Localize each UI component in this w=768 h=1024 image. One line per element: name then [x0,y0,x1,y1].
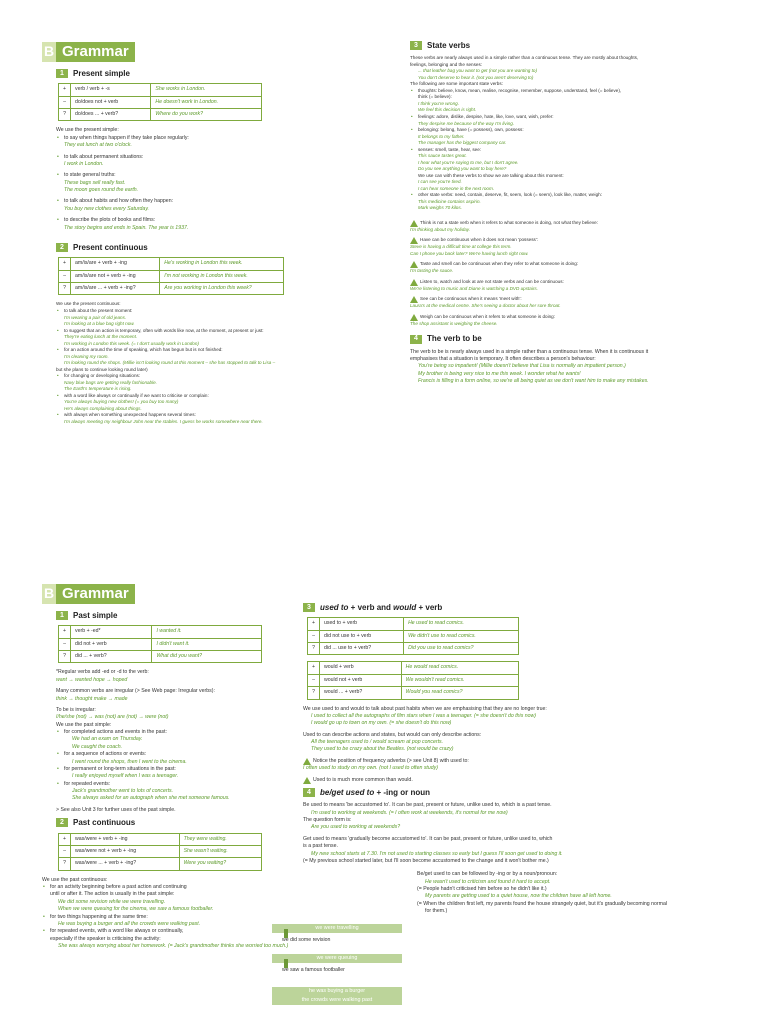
example-text: I'm wearing a pair of old jeans. [64,314,127,320]
bullet-item: • for two things happening at the same time: [42,914,302,921]
note-text: Have can be continuous when it does not mean 'possess': [420,237,538,243]
table-row [59,283,284,295]
example-text: The Earth's temperature is rising. [64,386,132,392]
section-body [410,55,732,327]
example-text: We had an exam on Thursday. [72,736,143,743]
form-table [307,617,519,655]
form-example: I'm not working in London this week. [160,270,284,282]
body-text: These verbs are nearly always used in a simple rather than a continuous tense. They are mostly about thoughts, [410,55,639,61]
spacer [56,232,342,236]
form-structure: do/does not + verb [71,96,151,108]
example-text: My parents are getting used to a quiet house, now the children have all left home. [425,893,612,900]
body-text: The following are some important state verbs: [410,81,503,87]
bullet-item: • for repeated events, with a word like always or continually, [42,928,302,935]
example-text: I/he/she (not) → was (not) are (not) → were (not) [56,714,169,721]
table-row [308,618,519,630]
section-title-part: + -ing or noun [374,787,431,797]
section-body [303,802,733,865]
example-text: I'm always meeting my neighbour John near the stables. I guess he works somewhere near there. [64,418,263,424]
example-text: I'm cleaning my room. [64,353,109,359]
table-row [59,626,262,638]
note-line [410,220,732,227]
body-text: think (= believe): [418,94,452,100]
section-heading [56,242,342,253]
form-symbol: + [59,258,71,270]
timeline-bar: we were queuing [272,954,402,963]
note-line [410,279,732,286]
form-structure: would + verb [320,662,402,674]
bullet-item: • with always when something unexpected happens several times: [56,412,342,419]
example-text: These bags sell really fast. [64,179,126,186]
example-text: She was always worrying about her homework. (= Jack's grandmother thinks she worried too much.) [58,943,289,950]
example-text: This sauce tastes great. [418,153,467,159]
example-text: I think you're wrong. [418,100,459,106]
warning-triangle-icon [410,279,418,286]
body-text: until or after it. The action is usually in the past simple: [50,891,175,898]
example-text: I went round the shops, then I went to the cinema. [72,758,187,765]
example-text: You're being so impatient! (Millie doesn't believe that Lisa is normally an impatient person.) [418,363,626,370]
example-text: We feel this decision is right. [418,107,477,113]
bullet-item: • for completed actions and events in the past: [56,729,302,736]
example-text: Jack's grandmother went to lots of concerts. [72,788,174,795]
example-text: I can hear someone in the next room. [418,185,495,191]
section-number: 4 [410,335,422,344]
form-symbol: + [59,833,71,845]
note-text: Think is not a state verb when it refers to what someone is doing, not what they believe: [420,219,598,225]
example-text: Can I phone you back later? We're having lunch right now. [410,250,529,256]
example-text: I'm thinking about my holiday. [410,226,471,232]
form-example: She works in London. [151,84,262,96]
body-text: We use the past continuous: [42,876,108,883]
warning-triangle-icon [410,296,418,303]
header-letter: B [42,584,56,604]
body-text: Be used to means 'be accustomed to'. It can be past, present or future, unlike used to, which is a past tense. [303,802,552,809]
section-body [56,669,302,814]
form-structure: used to + verb [320,618,404,630]
section-title: Present continuous [73,242,148,252]
example-text: I'm looking round the shops. (Millie isn't looking round at this moment – she has stopped to talk to Lisa – [64,360,276,366]
body-text: Many common verbs are irregular (> See Web page: Irregular verbs): [56,688,215,695]
form-structure: did not use to + verb [320,630,404,642]
section-body [42,877,302,951]
form-symbol: ? [308,643,320,655]
example-text: I'm looking at a blue bag right now. [64,321,135,327]
note-block [410,237,732,257]
note-block [410,220,732,234]
example-text: Laura's at the medical centre. She's seeing a doctor about her sore throat. [410,303,561,309]
example-text: I hear what you're saying to me, but I don't agree. [418,159,519,165]
bullet-item: • belonging: belong, have (= possess), own, possess: [410,127,732,134]
intro-text: We use the present simple: [56,127,119,134]
form-symbol: – [308,630,320,642]
form-structure: would ... + verb? [320,687,402,699]
form-symbol: – [59,638,71,650]
note-line [410,261,732,268]
example-text: My brother is being very nice to me this week. I wonder what he wants! [418,370,581,377]
body-text: (= My previous school started later, but I'll soon become accustomed to the change and it won't bother me.) [303,857,549,864]
example-text: They used to be crazy about the Beatles. (not would be crazy) [311,746,454,753]
section-title: State verbs [427,41,471,50]
note-block [303,777,733,784]
body-text: We use can with these verbs to show we are talking about this moment: [418,172,564,178]
timeline-bar: he was buying a burger [272,987,402,996]
body-text: Used to can describe actions and states, but would can only describe actions: [303,731,482,738]
warning-triangle-icon [303,758,311,765]
body-text: We use used to and would to talk about past habits when we are emphasising that they are no longer true: [303,705,547,712]
example-text: He wasn't used to criticism and found it hard to accept. [425,878,551,885]
example-text: I can see you're tired. [418,179,462,185]
form-structure: was/were not + verb + -ing [71,845,180,857]
example-text: Do you see anything you want to buy here? [418,166,507,172]
example-text: It belongs to my father. [418,133,465,139]
table-row [59,845,262,857]
example-text: Francis is filling in a form online, so we're all being quiet as we don't want him to make any mistakes. [418,378,649,385]
table-row [59,258,284,270]
form-structure: am/is/are ... + verb + -ing? [71,283,160,295]
bullet-item: • other state verbs: need, contain, deserve, fit, seem, look (= seem), look like, matter, weigh: [410,192,732,199]
timeline-diagram [272,924,412,1024]
note-block [410,296,732,310]
body-text: The question form is: [303,817,352,824]
form-structure: was/were + verb + -ing [71,833,180,845]
form-symbol: ? [59,651,71,663]
form-example: He would read comics. [401,662,518,674]
section-body-continued [417,871,733,915]
section-title: Past simple [73,611,118,620]
note-block [410,261,732,275]
bullet-item: • for an action around the time of speaking, which has begun but is not finished: [56,347,342,354]
intro-text: We use the present continuous: [56,301,121,307]
body-text: (= People hadn't criticised him before so he didn't like it.) [417,886,547,893]
form-table [307,661,519,699]
bullet-item: • for changing or developing situations: [56,373,342,380]
right-column [410,40,732,386]
bullet-item: • for repeated events: [56,781,302,788]
table-row [59,833,262,845]
form-example: They were waiting. [179,833,261,845]
form-symbol: + [308,618,320,630]
warning-triangle-icon [410,314,418,321]
bullet-item: • senses: smell, taste, hear, see: [410,147,732,154]
form-structure: verb + -ed* [71,626,152,638]
form-example: We didn't use to read comics. [404,630,519,642]
bullet-item: • with a word like always or continually if we want to criticise or complain: [56,393,342,400]
body-text: Get used to means 'gradually become accustomed to'. It can be past, present or future, unlike used to, which [303,835,553,842]
bullet-item: • for permanent or long-term situations in the past: [56,766,302,773]
page-bottom [0,568,768,1024]
section-body [56,127,342,236]
example-text: Are you used to working at weekends? [311,824,401,831]
timeline-bar: the crowds were walking past [272,996,402,1005]
note-line [410,314,732,321]
form-structure: verb / verb + -s [71,84,151,96]
note-block [303,758,733,773]
note-text: Listen to, watch and look at are not state verbs and can be continuous: [420,278,564,284]
table-row [308,630,519,642]
timeline-caption: we saw a famous footballer [282,967,345,973]
bullet-item: • to suggest that an action is temporary, often with words like now, at the moment, at present or just: [56,328,342,335]
body-text: for them.) [425,908,448,915]
bullet-item: • to say when things happen if they take place regularly: [56,135,342,142]
form-example: Where do you work? [151,109,262,121]
table-row [59,84,262,96]
section-title: The verb to be [427,334,482,344]
form-example: He used to read comics. [404,618,519,630]
body-text: To be is irregular: [56,706,96,713]
section-number: 3 [410,41,422,50]
example-text: The manager has the biggest company car. [418,140,507,146]
form-table [58,83,262,121]
table-row [308,674,519,686]
bullet-item: • feelings: adore, dislike, despise, hate, like, love, want, wish, prefer: [410,114,732,121]
section-heading [303,787,733,798]
body-text: > See also Unit 3 for further uses of the past simple. [56,806,176,813]
example-text: He's always complaining about things. [64,405,142,411]
note-text: Taste and smell can be continuous when they refer to what someone is doing: [420,261,579,267]
example-text: The moon goes round the earth. [64,187,139,194]
body-text: emphasises that a situation is temporary. It often describes a person's behaviour: [410,356,596,363]
section-heading [56,68,342,79]
section-body [56,301,342,425]
example-text: I'm working in London this week. (= I don't usually work in London) [64,340,199,346]
section-title-part: used to [320,603,349,612]
example-text: You're always buying new clothes! (= you buy too many) [64,399,179,405]
note-line [303,758,733,765]
form-example: He's working in London this week. [160,258,284,270]
section-title: Present simple [73,69,130,78]
example-text: Navy blue bags are getting really fashionable. [64,379,157,385]
example-text: This medicine contains aspirin. [418,198,481,204]
example-text: They're eating lunch at the moment. [64,334,138,340]
form-table [58,257,284,295]
form-structure: was/were ... + verb + -ing? [71,858,180,870]
table-row [59,638,262,650]
header-title: Grammar [56,42,135,62]
note-line [410,237,732,244]
example-text: We did some revision while we were travelling. [58,898,166,905]
note-text: Notice the position of frequency adverbs (> see Unit 8) with used to: [313,757,469,764]
example-text: All the teenagers used to / would scream at pop concerts. [311,739,444,746]
form-example: He doesn't work in London. [151,96,262,108]
form-symbol: + [59,84,71,96]
bullet-item: • thoughts: believe, know, mean, realise, recognise, remember, suppose, understand, feel (= believe), [410,88,732,95]
body-text: is a past tense. [303,843,338,850]
form-symbol: ? [308,687,320,699]
form-structure: would not + verb [320,674,402,686]
left-column [42,42,342,425]
section-title-part: be/get used to [320,787,375,797]
form-example: Were you waiting? [179,858,261,870]
right-column [303,602,733,916]
section-heading [410,40,732,51]
bullet-item: • to talk about the present moment: [56,308,342,315]
section-title-part: would [393,603,417,612]
section-number: 3 [303,603,315,612]
example-text: ... that leather bag you want to get (not you are wanting to) [418,68,538,74]
bullet-item: • to talk about permanent situations: [56,154,342,161]
section-number: 1 [56,611,68,620]
section-heading [410,333,732,344]
example-text: They despise me because of the way I'm living. [418,120,515,126]
example-text: I used to collect all the autographs of film stars when I was a teenager. (= she doesn't do this now) [311,712,536,719]
body-text: (= When the children first left, my parents found the house strangely quiet, but it's gradually becoming normal [417,900,667,907]
table-row [59,651,262,663]
form-symbol: – [59,845,71,857]
bullet-item: • to talk about habits and how often they happen: [56,198,342,205]
form-symbol: – [59,270,71,282]
bullet-item: • to state general truths: [56,172,342,179]
example-text: You buy new clothes every Saturday. [64,205,149,212]
form-example: Would you read comics? [401,687,518,699]
example-text: The story begins and ends in Spain. The year is 1937. [64,224,189,231]
example-text: We caught the coach. [72,743,123,750]
form-symbol: – [59,96,71,108]
form-symbol: – [308,674,320,686]
note-text: Used to is much more common than would. [313,776,413,783]
section-number: 2 [56,818,68,827]
timeline-bar: we were travelling [272,924,402,933]
section-number: 2 [56,243,68,252]
form-table [58,833,262,871]
form-example: We wouldn't read comics. [401,674,518,686]
bullet-item: • to describe the plots of books and films: [56,217,342,224]
section-title: Past continuous [73,818,136,828]
example-text: think → thought make → made [56,695,128,702]
body-text: *Regular verbs add -ed or -d to the verb: [56,669,149,676]
section-heading [56,817,302,828]
table-row [59,96,262,108]
form-structure: did ... + verb? [71,651,152,663]
note-line [410,296,732,303]
form-symbol: + [308,662,320,674]
warning-triangle-icon [303,777,311,784]
bullet-item: • for an activity beginning before a past action and continuing [42,884,302,891]
form-structure: did not + verb [71,638,152,650]
example-text: I work in London. [64,160,104,167]
section-number: 1 [56,69,68,78]
form-example: I wanted it. [152,626,262,638]
form-symbol: + [59,626,71,638]
example-text: I would go up to town on my own. (= she doesn't do this now) [311,720,452,727]
example-text: I'm tasting the sauce. [410,268,454,274]
grammar-header [42,584,302,604]
example-text: She always asked for an autograph when she met someone famous. [72,795,230,802]
bullet-item: • for a sequence of actions or events: [56,751,302,758]
section-body [303,706,733,784]
section-heading [303,602,733,613]
section-body [410,349,732,386]
form-table [58,625,262,663]
example-text: I often used to study on my own. (not I used to often study) [303,765,438,772]
example-text: When we were queuing for the cinema, we saw a famous footballer. [58,906,214,913]
example-text: We're listening to music and Diane is watching a DVD upstairs. [410,285,538,291]
form-symbol: ? [59,283,71,295]
left-column [42,584,302,950]
example-text: Steve is having a difficult time at college this term. [410,244,512,250]
form-example: She wasn't waiting. [179,845,261,857]
note-block [410,314,732,328]
warning-triangle-icon [410,237,418,244]
body-text: feelings, belonging and the senses: [410,61,483,67]
form-structure: do/does ... + verb? [71,109,151,121]
warning-triangle-icon [410,261,418,268]
form-symbol: ? [59,858,71,870]
form-structure: am/is/are not + verb + -ing [71,270,160,282]
section-number: 4 [303,788,315,797]
form-structure: am/is/are + verb + -ing [71,258,160,270]
note-line [303,777,733,784]
example-text: My new school starts at 7.30. I'm not used to starting classes so early but I guess I'll soon get used to doing it. [311,850,563,857]
form-example: What did you want? [152,651,262,663]
form-example: Are you working in London this week? [160,283,284,295]
table-row [59,858,262,870]
example-text: They eat lunch at two o'clock. [64,142,132,149]
section-title-part: + verb [416,603,443,612]
note-text: Weigh can be continuous when it refers to what someone is doing: [420,313,555,319]
header-letter: B [42,42,56,62]
form-symbol: ? [59,109,71,121]
table-row [59,109,262,121]
body-text: The verb to be is nearly always used in a simple rather than a continuous tense. When it is continuous it [410,348,649,355]
body-text: especially if the speaker is criticising the activity: [50,935,161,942]
timeline-caption: we did some revision [282,937,331,943]
table-row [308,643,519,655]
table-row [308,687,519,699]
example-text: I really enjoyed myself when I was a teenager. [72,773,179,780]
section-title-part: + verb and [348,603,394,612]
example-text: You don't deserve to hear it. (not you aren't deserving to) [418,74,534,80]
table-row [308,662,519,674]
body-text: We use the past simple: [56,721,112,728]
example-text: The shop assistant is weighing the cheese. [410,320,498,326]
form-example: I didn't want it. [152,638,262,650]
example-text: want → wanted hope → hoped [56,676,128,683]
body-text: Be/get used to can be followed by -ing or by a noun/pronoun: [417,871,558,878]
example-text: I'm used to working at weekends. (= I often work at weekends, it's normal for me now) [311,809,508,816]
example-text: Mark weighs 70 kilos. [418,205,462,211]
example-text: He was buying a burger and all the crowds were walking past. [58,920,201,927]
table-row [59,270,284,282]
body-text: but she plans to continue looking round later) [56,366,148,372]
note-text: See can be continuous when it means 'meet with': [420,296,522,302]
form-example: Did you use to read comics? [404,643,519,655]
section-heading [56,610,302,621]
grammar-header [42,42,342,62]
form-structure: did ... use to + verb? [320,643,404,655]
note-block [410,279,732,293]
header-title: Grammar [56,584,135,604]
warning-triangle-icon [410,220,418,227]
